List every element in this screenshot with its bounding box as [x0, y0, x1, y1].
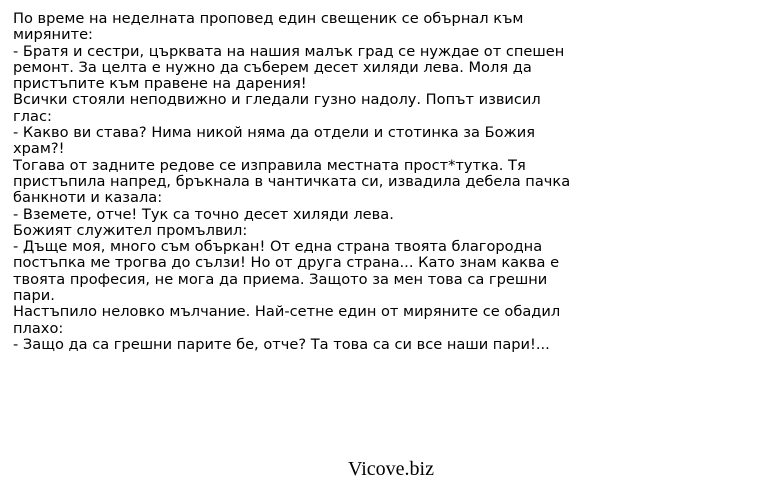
paragraph-intro: По време на неделната проповед един свещеник се обърнал към миряните:	[13, 10, 524, 44]
paragraph-priest-whisper: Божият служител промълвил:	[13, 221, 248, 239]
paragraph-silence: Всички стояли неподвижно и гледали гузно надолу. Попът извисил глас:	[13, 91, 541, 125]
paragraph-woman-steps-forward: Тогава от задните редове се изправила местната прост*тутка. Тя пристъпила напред, бръкнала в чантичката си, извадила дебела пачка банкноти и казала:	[13, 156, 571, 207]
paragraph-priest-request: - Братя и сестри, църквата на нашия малък град се нуждае от спешен ремонт. За целта е нужно да съберем десет хиляди лева. Моля да пристъпите към правене на дарения!	[13, 42, 565, 93]
paragraph-awkward-silence: Настъпило неловко мълчание. Най-сетне един от миряните се обадил плахо:	[13, 303, 561, 337]
paragraph-punchline: - Защо да са грешни парите бе, отче? Та това са си все наши пари!...	[13, 335, 550, 353]
site-watermark: Vicove.biz	[348, 458, 434, 480]
joke-text	[13, 11, 573, 353]
paragraph-priest-question: - Какво ви става? Нима никой няма да отдели и стотинка за Божия храм?!	[13, 124, 535, 158]
paragraph-priest-refusal: - Дъще моя, много съм объркан! От една страна твоята благородна постъпка ме трогва до сълзи! Но от друга страна... Като знам каква е твоята професия, не мога да приема. Защото за мен това са грешни пари.	[13, 238, 560, 305]
paragraph-woman-offer: - Вземете, отче! Тук са точно десет хиляди лева.	[13, 205, 394, 223]
